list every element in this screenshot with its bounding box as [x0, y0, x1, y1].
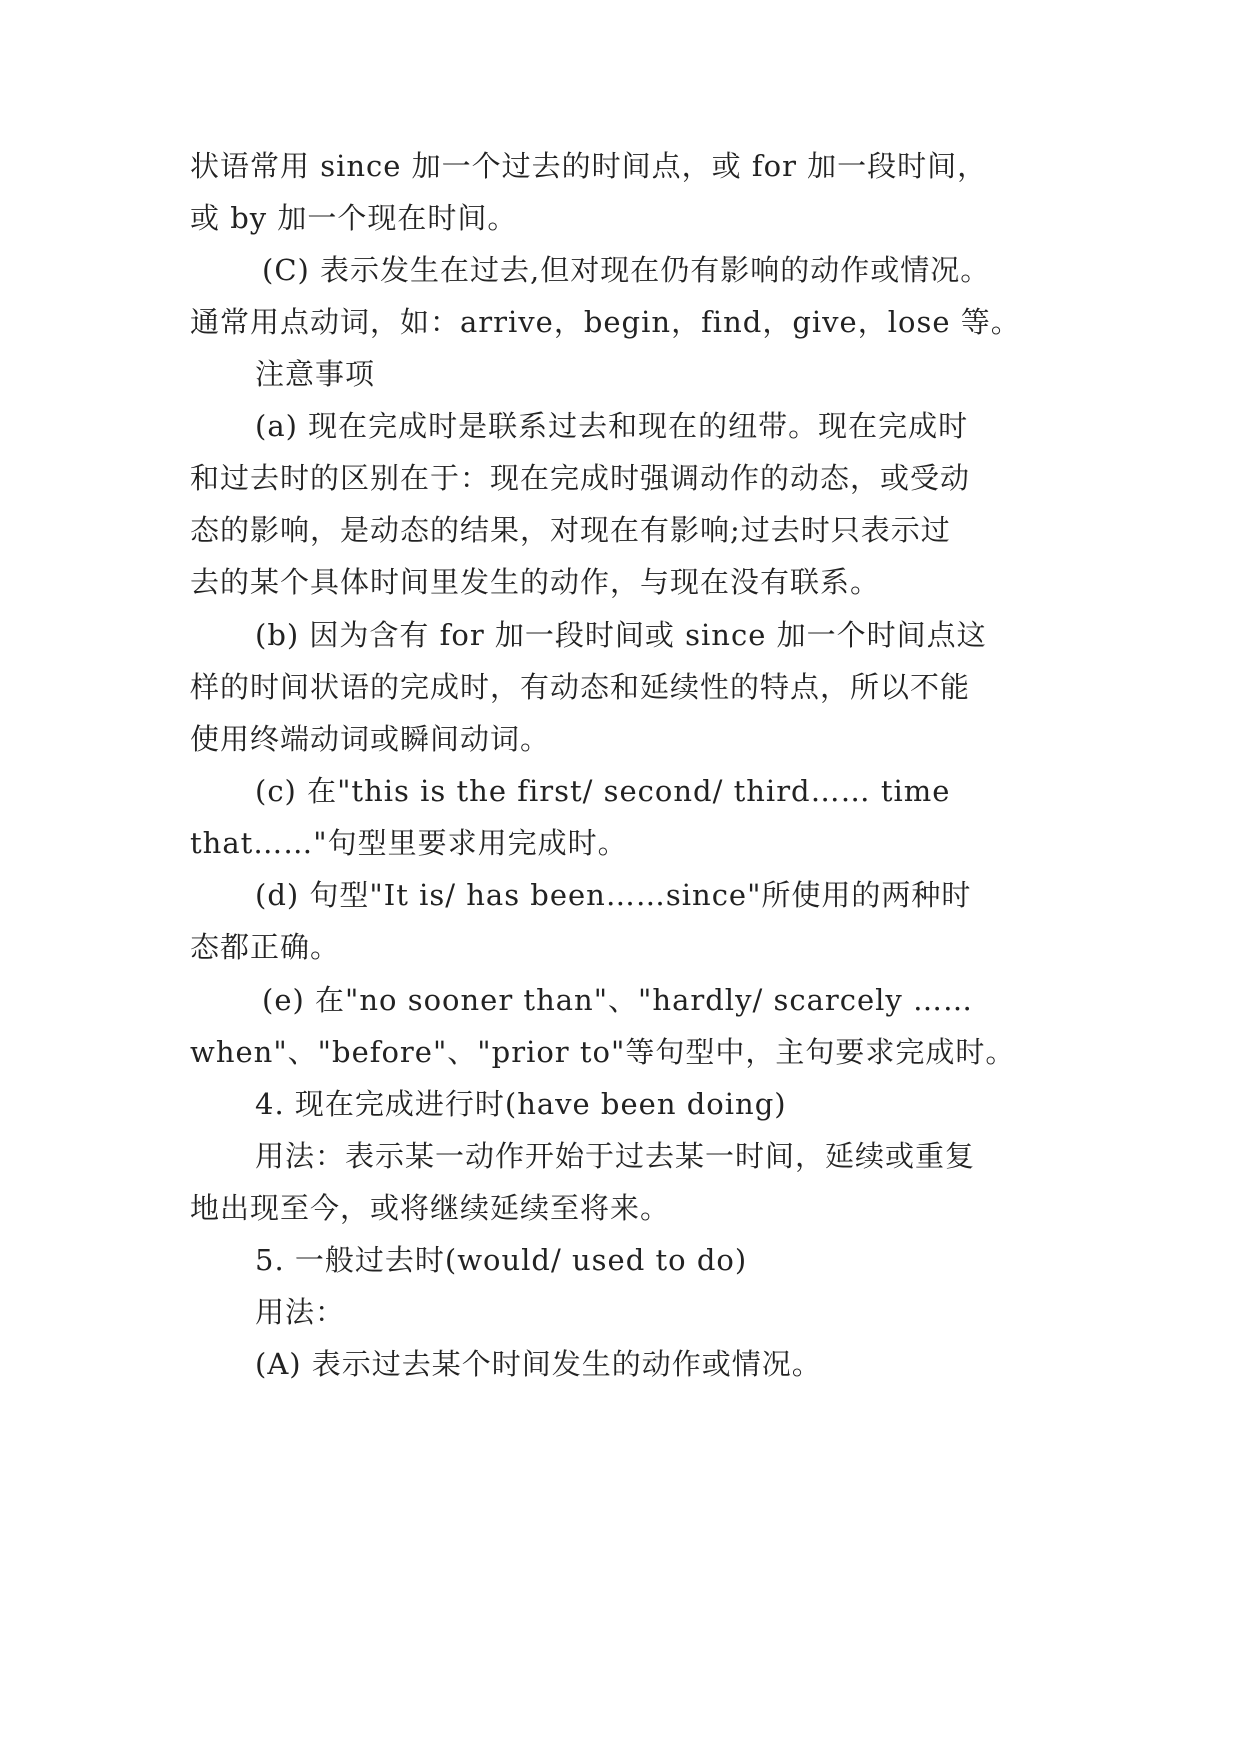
text-line: (e) 在"no sooner than"、"hardly/ scarcely …… [262, 983, 973, 1017]
text-line: 态都正确。 [190, 930, 341, 964]
text-line: (b) 因为含有 for 加一段时间或 since 加一个时间点这 [255, 618, 987, 652]
section-heading: 注意事项 [255, 357, 376, 391]
text-line: 使用终端动词或瞬间动词。 [190, 722, 551, 756]
section-heading: 5. 一般过去时(would/ used to do) [255, 1243, 748, 1277]
text-line: 态的影响，是动态的结果，对现在有影响;过去时只表示过 [190, 513, 951, 547]
text-line: that……"句型里要求用完成时。 [190, 826, 628, 860]
text-line: 用法： [255, 1295, 346, 1329]
text-line: (c) 在"this is the first/ second/ third…… time [255, 774, 951, 808]
text-line: 或 by 加一个现在时间。 [190, 201, 518, 235]
text-line: 和过去时的区别在于：现在完成时强调动作的动态，或受动 [190, 461, 971, 495]
text-line: 地出现至今，或将继续延续至将来。 [190, 1191, 671, 1225]
text-line: 通常用点动词，如：arrive，begin，find，give，lose 等。 [190, 305, 1021, 339]
text-line: (d) 句型"It is/ has been……since"所使用的两种时 [255, 878, 972, 912]
text-line: (A) 表示过去某个时间发生的动作或情况。 [255, 1347, 822, 1381]
text-line: 去的某个具体时间里发生的动作，与现在没有联系。 [190, 565, 881, 599]
text-line: 样的时间状语的完成时，有动态和延续性的特点，所以不能 [190, 670, 971, 704]
section-heading: 4. 现在完成进行时(have been doing) [255, 1087, 787, 1121]
text-line: 用法：表示某一动作开始于过去某一时间，延续或重复 [255, 1139, 976, 1173]
text-line: when"、"before"、"prior to"等句型中，主句要求完成时。 [190, 1035, 1016, 1069]
text-line: (C) 表示发生在过去,但对现在仍有影响的动作或情况。 [262, 253, 991, 287]
text-line: 状语常用 since 加一个过去的时间点，或 for 加一段时间， [190, 149, 988, 183]
text-line: (a) 现在完成时是联系过去和现在的纽带。现在完成时 [255, 409, 969, 443]
